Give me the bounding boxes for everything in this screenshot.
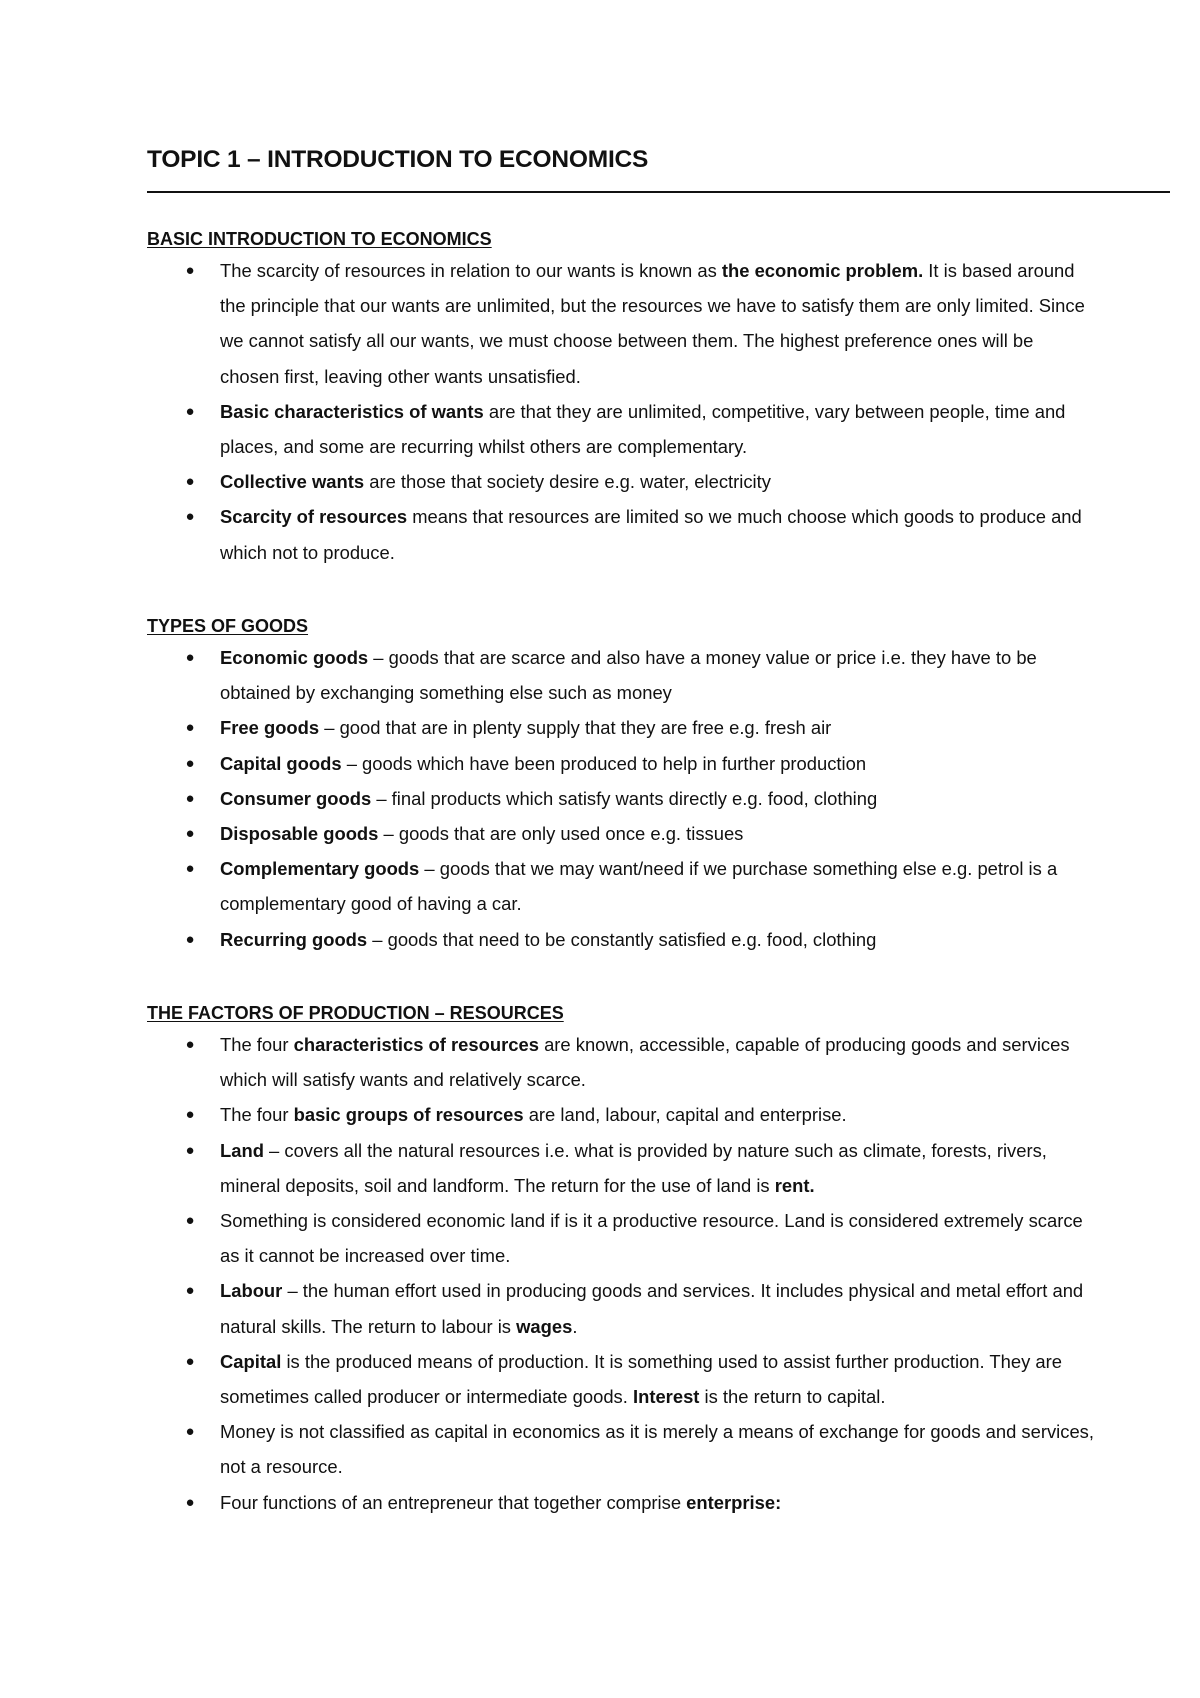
- bullet-icon: ●: [185, 649, 195, 666]
- list-item: ● The four basic groups of resources are land, labour, capital and enterprise.: [147, 1097, 1097, 1132]
- bullet-icon: ●: [185, 825, 195, 843]
- bullet-icon: ●: [185, 1352, 195, 1370]
- bullet-list: [147, 640, 1097, 957]
- bullet-icon: ●: [185, 1282, 195, 1300]
- page-title: TOPIC 1 – INTRODUCTION TO ECONOMICS: [147, 146, 649, 173]
- list-item: ● Land – covers all the natural resources i.e. what is provided by nature such as climate, forests, rivers, mineral deposits, soil and landform. The return for the use of land is rent.: [147, 1133, 1097, 1203]
- bullet-icon: ●: [185, 860, 195, 878]
- bullet-icon: ●: [185, 1141, 195, 1159]
- list-item: ● Basic characteristics of wants are that they are unlimited, competitive, vary between people, time and places, and some are recurring whilst others are complementary.: [147, 394, 1097, 464]
- bullet-icon: ●: [185, 719, 195, 737]
- list-item: ● Complementary goods – goods that we may want/need if we purchase something else e.g. petrol is a complementary good of having a car.: [147, 851, 1097, 921]
- list-item: ● Disposable goods – goods that are only used once e.g. tissues: [147, 816, 1097, 851]
- bullet-icon: ●: [185, 262, 195, 279]
- bullet-icon: ●: [185, 754, 195, 772]
- title-divider: [147, 191, 1170, 193]
- bullet-icon: ●: [185, 1423, 195, 1441]
- section-heading: THE FACTORS OF PRODUCTION – RESOURCES: [147, 1003, 564, 1023]
- bullet-icon: ●: [185, 789, 195, 807]
- bullet-icon: ●: [185, 1106, 195, 1124]
- list-item: ● The scarcity of resources in relation to our wants is known as the economic problem. It is based around the principle that our wants are unlimited, but the resources we have to satisfy them are only limited. Since we cannot satisfy all our wants, we must choose between them. The highest preference ones will be chosen first, leaving other wants unsatisfied.: [147, 253, 1097, 394]
- section-heading: BASIC INTRODUCTION TO ECONOMICS: [147, 229, 492, 249]
- list-item: ● The four characteristics of resources are known, accessible, capable of producing goods and services which will satisfy wants and relatively scarce.: [147, 1027, 1097, 1097]
- list-item: ● Something is considered economic land if is it a productive resource. Land is considered extremely scarce as it cannot be increased over time.: [147, 1203, 1097, 1273]
- bullet-list: [147, 253, 1097, 570]
- section-basic-introduction: [147, 225, 1097, 570]
- list-item: ● Collective wants are those that society desire e.g. water, electricity: [147, 464, 1097, 499]
- bullet-icon: ●: [185, 1036, 195, 1053]
- bullet-icon: ●: [185, 508, 195, 526]
- bullet-icon: ●: [185, 1493, 195, 1511]
- list-item: ● Recurring goods – goods that need to be constantly satisfied e.g. food, clothing: [147, 922, 1097, 957]
- list-item: ● Scarcity of resources means that resources are limited so we much choose which goods to produce and which not to produce.: [147, 499, 1097, 569]
- section-factors-of-production: [147, 999, 1097, 1520]
- section-types-of-goods: [147, 612, 1097, 957]
- list-item: ● Labour – the human effort used in producing goods and services. It includes physical and metal effort and natural skills. The return to labour is wages.: [147, 1273, 1097, 1343]
- bullet-icon: ●: [185, 1212, 195, 1230]
- list-item: ● Capital is the produced means of production. It is something used to assist further production. They are sometimes called producer or intermediate goods. Interest is the return to capital.: [147, 1344, 1097, 1414]
- list-item: ● Economic goods – goods that are scarce and also have a money value or price i.e. they have to be obtained by exchanging something else such as money: [147, 640, 1097, 710]
- bullet-icon: ●: [185, 473, 195, 491]
- list-item: ● Four functions of an entrepreneur that together comprise enterprise:: [147, 1485, 1097, 1520]
- list-item: ● Capital goods – goods which have been produced to help in further production: [147, 746, 1097, 781]
- section-heading: TYPES OF GOODS: [147, 616, 309, 636]
- bullet-list: [147, 1027, 1097, 1520]
- bullet-icon: ●: [185, 402, 195, 420]
- list-item: ● Money is not classified as capital in economics as it is merely a means of exchange for goods and services, not a resource.: [147, 1414, 1097, 1484]
- bullet-icon: ●: [185, 930, 195, 948]
- list-item: ● Free goods – good that are in plenty supply that they are free e.g. fresh air: [147, 710, 1097, 745]
- list-item: ● Consumer goods – final products which satisfy wants directly e.g. food, clothing: [147, 781, 1097, 816]
